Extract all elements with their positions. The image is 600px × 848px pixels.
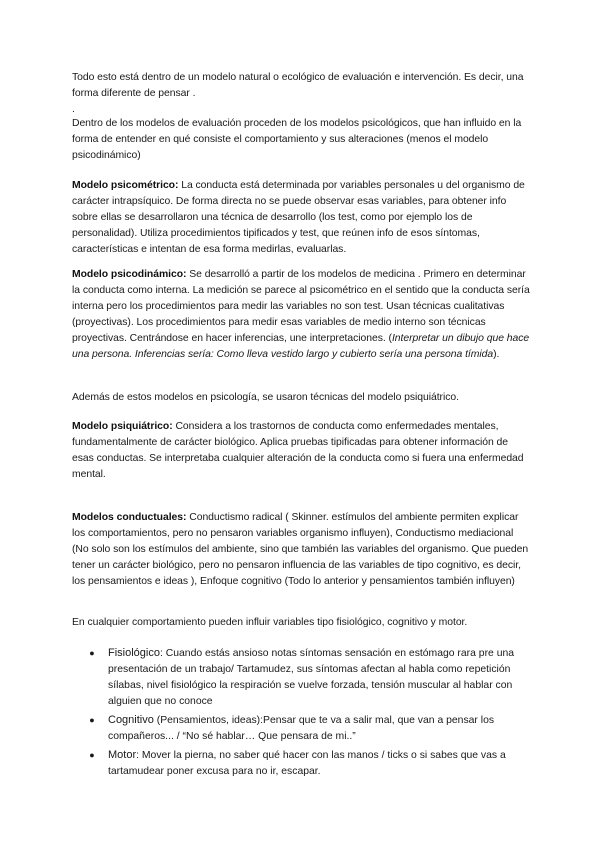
psiquiatrico-text: Considera a los trastornos de conducta como enfermedades mentales, fundamentalmente de carácter biológico. Aplica pruebas tipificadas para obtener información de esas conductas. Se interpretaba cualquier alteración de la conducta como si fuera una enfermedad mental. <box>72 421 524 480</box>
comportamiento-paragraph: En cualquier comportamiento pueden influir variables tipo fisiológico, cognitivo y motor. <box>72 617 468 628</box>
conductuales-heading: Modelos conductuales: <box>72 512 187 523</box>
psicodinamico-paragraph <box>72 267 530 363</box>
bullet-icon: ● <box>89 750 95 760</box>
psicodinamico-heading: Modelo psicodinámico: <box>72 269 187 280</box>
list-item-text: : Mover la pierna, no saber qué hacer con las manos / ticks o si sabes que vas a tartamudear poner excusa para no ir, escapar. <box>108 750 506 777</box>
psiquiatrico-intro-paragraph: Además de estos modelos en psicología, se usaron técnicas del modelo psiquiátrico. <box>72 392 459 403</box>
list-item-term: Fisiológico <box>108 647 160 659</box>
psicodinamico-example: Interpretar un dibujo que hace una persona. Inferencias sería: Como lleva vestido largo y cubierto sería una persona tímida <box>72 333 530 360</box>
psicometrico-heading: Modelo psicométrico: <box>72 180 179 191</box>
psicodinamico-end: ). <box>493 349 500 360</box>
conductuales-paragraph <box>72 510 530 590</box>
bullet-icon: ● <box>89 648 95 658</box>
psicometrico-text: La conducta está determinada por variables personales u del organismo de carácter intrapsíquico. De forma directa no se puede observar esas variables, para obtener info sobre ellas se desarrollaron una técnica de desarrollo (los test, como por ejemplo los de personalidad). Utiliza procedimientos tipificados y test, que reúnen info de esos síntomas, características e intentan de esa forma medirlas, evaluarlas. <box>72 180 525 255</box>
separator-dot: . <box>72 104 75 115</box>
psicodinamico-text: Se desarrolló a partir de los modelos de medicina . Primero en determinar la conducta como interna. La medición se parece al psicométrico en el sentido que la conducta sería interna pero los procedimientos para medir las variables no son test. Usan técnicas cualitativas (proyectivas). Los procedimientos para medir esas variables de medio interno son técnicas proyectivas. Centrándose en hacer inferencias, une interpretaciones. ( <box>72 269 530 344</box>
models-intro-paragraph: Dentro de los modelos de evaluación proceden de los modelos psicológicos, que han influido en la forma de entender en qué consiste el comportamiento y sus alteraciones (menos el modelo psicodinámico) <box>72 118 522 161</box>
list-item-text: : Cuando estás ansioso notas síntomas sensación en estómago rara pre una presentación de un trabajo/ Tartamudez, sus síntomas afectan al habla como repetición sílabas, nivel fisiológico la respiración se vuelve forzada, tensión muscular al hablar con alguien que no conoce <box>108 648 515 707</box>
list-item-motor <box>72 747 530 780</box>
variables-list <box>72 645 530 782</box>
list-item-text: (Pensamientos, ideas):Pensar que te va a salir mal, que van a pensar los compañeros... / “No sé hablar… Que pensara de mi..” <box>108 715 495 742</box>
list-item-term: Motor <box>108 749 137 761</box>
intro-paragraph: Todo esto está dentro de un modelo natural o ecológico de evaluación e intervención. Es decir, una forma diferente de pensar . <box>72 72 524 99</box>
list-item-term: Cognitivo <box>108 714 154 726</box>
list-item-fisiologico <box>72 645 530 710</box>
conductuales-text: Conductismo radical ( Skinner. estímulos del ambiente permiten explicar los comportamientos, pero no pensaron variables organismo influyen), Conductismo mediacional (No solo son los estímulos del ambiente, sino que también las variables del organismo. Que pueden tener un carácter biológico, pero no pensaron influencia de las variables de tipo cognitivo, es decir, los pensamientos e ideas ), Enfoque cognitivo (Todo lo anterior y pensamientos también influyen) <box>72 512 529 587</box>
bullet-icon: ● <box>89 715 95 725</box>
list-item-cognitivo <box>72 712 530 745</box>
psiquiatrico-heading: Modelo psiquiátrico: <box>72 421 173 432</box>
psicometrico-paragraph <box>72 178 530 258</box>
psiquiatrico-paragraph <box>72 419 530 483</box>
